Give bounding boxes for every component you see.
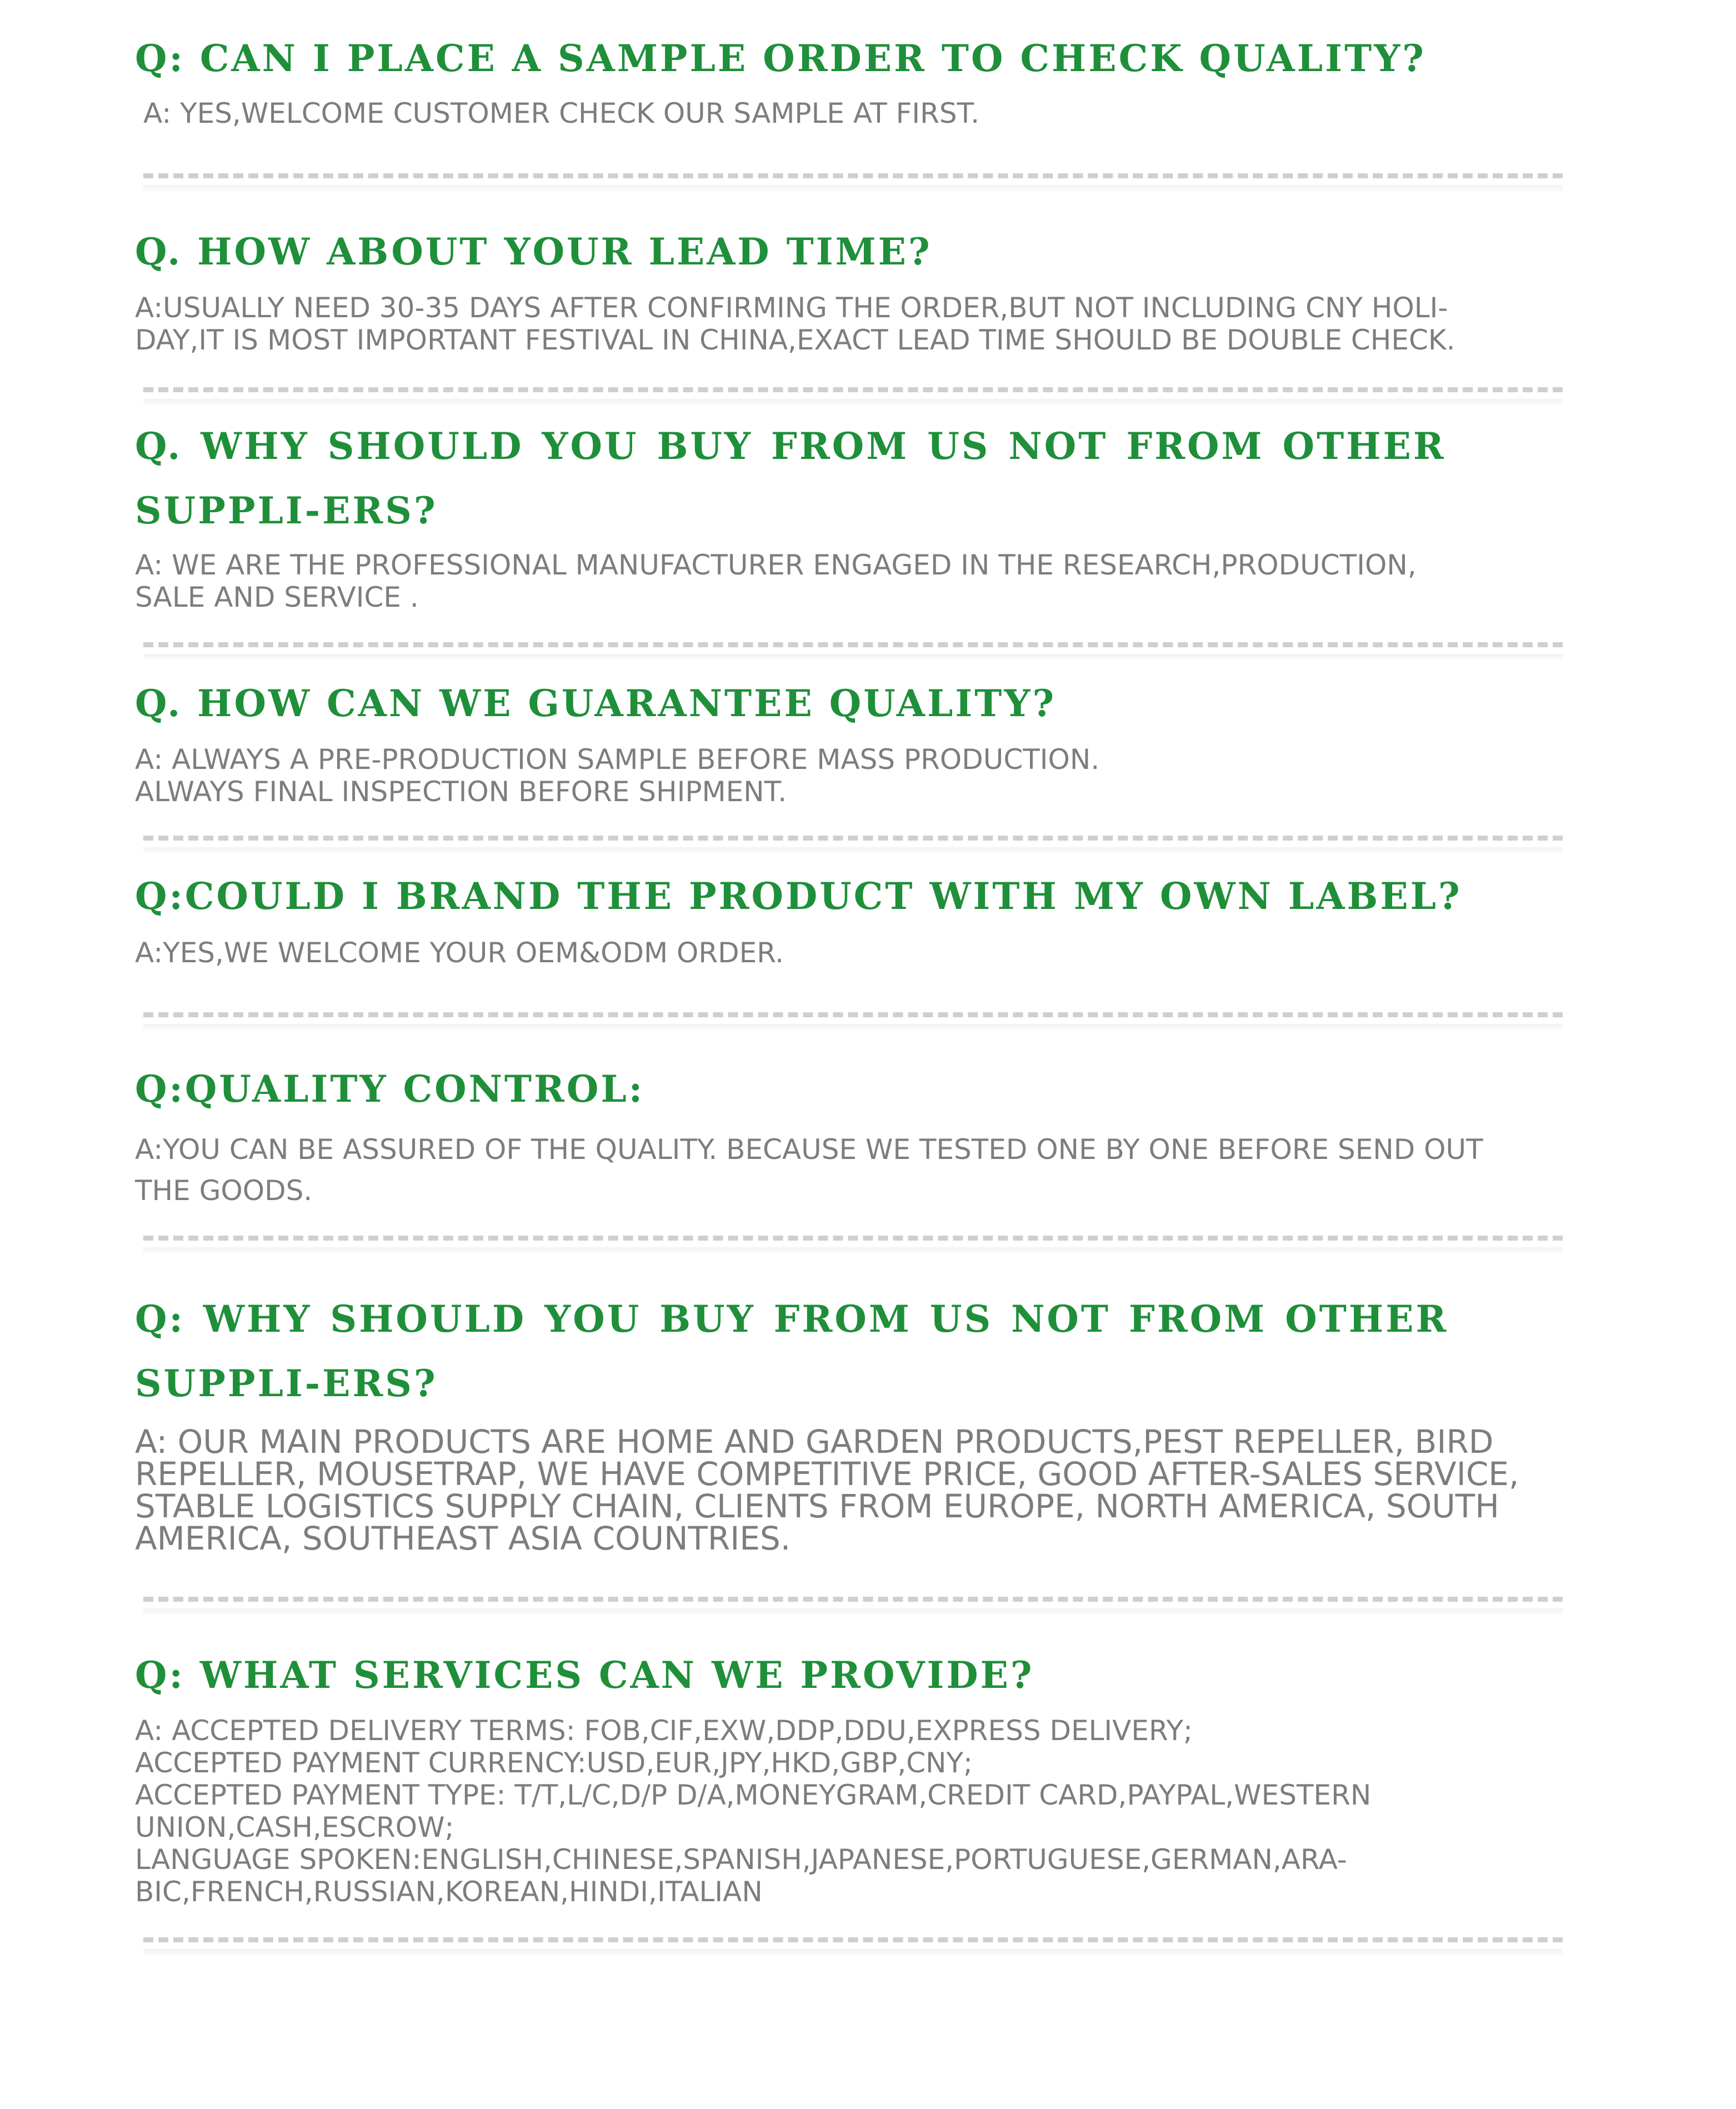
faq-answer: A: ACCEPTED DELIVERY TERMS: FOB,CIF,EXW,DDP,DDU,EXPRESS DELIVERY; ACCEPTED PAYMENT CURRENCY:USD,EUR,JPY,HKD,GBP,CNY; ACCEPTED PAYMENT TYPE: T/T,L/C,D/P D/A,MONEYGRAM,CREDIT CARD,PAYPAL,WESTERN UNION,CASH,ESCROW; LANGUAGE SPOKEN:ENGLISH,CHINESE,SPANISH,JAPANESE,PORTUGUESE,GERMAN,ARA- BIC,FRENCH,RUSSIAN,KOREAN,HINDI,ITALIAN — [135, 1715, 1372, 1908]
faq-answer: A: WE ARE THE PROFESSIONAL MANUFACTURER ENGAGED IN THE RESEARCH,PRODUCTION, SALE AND SERVICE . — [135, 549, 1417, 613]
faq-answer: A:YOU CAN BE ASSURED OF THE QUALITY. BECAUSE WE TESTED ONE BY ONE BEFORE SEND OUT THE GOODS. — [135, 1133, 1483, 1207]
faq-question: Q. HOW CAN WE GUARANTEE QUALITY? — [135, 682, 1057, 725]
dashed-divider — [143, 836, 1563, 841]
faq-question: Q: CAN I PLACE A SAMPLE ORDER TO CHECK QUALITY? — [135, 37, 1426, 80]
dashed-divider — [143, 173, 1563, 178]
faq-question: Q: WHY SHOULD YOU BUY FROM US NOT FROM OTHER SUPPLI-ERS? — [135, 1297, 1449, 1405]
dashed-divider — [143, 642, 1563, 647]
dashed-divider — [143, 1597, 1563, 1602]
faq-answer: A:YES,WE WELCOME YOUR OEM&ODM ORDER. — [135, 937, 784, 969]
faq-answer: A: YES,WELCOME CUSTOMER CHECK OUR SAMPLE AT FIRST. — [143, 97, 980, 129]
faq-question: Q. WHY SHOULD YOU BUY FROM US NOT FROM OTHER SUPPLI-ERS? — [135, 424, 1446, 532]
faq-answer: A: ALWAYS A PRE-PRODUCTION SAMPLE BEFORE MASS PRODUCTION. ALWAYS FINAL INSPECTION BEFORE SHIPMENT. — [135, 743, 1100, 808]
dashed-divider — [143, 1937, 1563, 1942]
faq-answer: A:USUALLY NEED 30-35 DAYS AFTER CONFIRMING THE ORDER,BUT NOT INCLUDING CNY HOLI- DAY,IT IS MOST IMPORTANT FESTIVAL IN CHINA,EXACT LEAD TIME SHOULD BE DOUBLE CHECK. — [135, 292, 1455, 356]
dashed-divider — [143, 1236, 1563, 1241]
dashed-divider — [143, 1012, 1563, 1017]
faq-question: Q:QUALITY CONTROL: — [135, 1067, 645, 1111]
dashed-divider — [143, 387, 1563, 392]
faq-question: Q. HOW ABOUT YOUR LEAD TIME? — [135, 230, 932, 273]
faq-question: Q:COULD I BRAND THE PRODUCT WITH MY OWN LABEL? — [135, 874, 1462, 918]
faq-answer: A: OUR MAIN PRODUCTS ARE HOME AND GARDEN PRODUCTS,PEST REPELLER, BIRD REPELLER, MOUSETRAP, WE HAVE COMPETITIVE PRICE, GOOD AFTER-SALES SERVICE, STABLE LOGISTICS SUPPLY CHAIN, CLIENTS FROM EUROPE, NORTH AMERICA, SOUTH AMERICA, SOUTHEAST ASIA COUNTRIES. — [135, 1423, 1519, 1557]
faq-question: Q: WHAT SERVICES CAN WE PROVIDE? — [135, 1653, 1034, 1697]
